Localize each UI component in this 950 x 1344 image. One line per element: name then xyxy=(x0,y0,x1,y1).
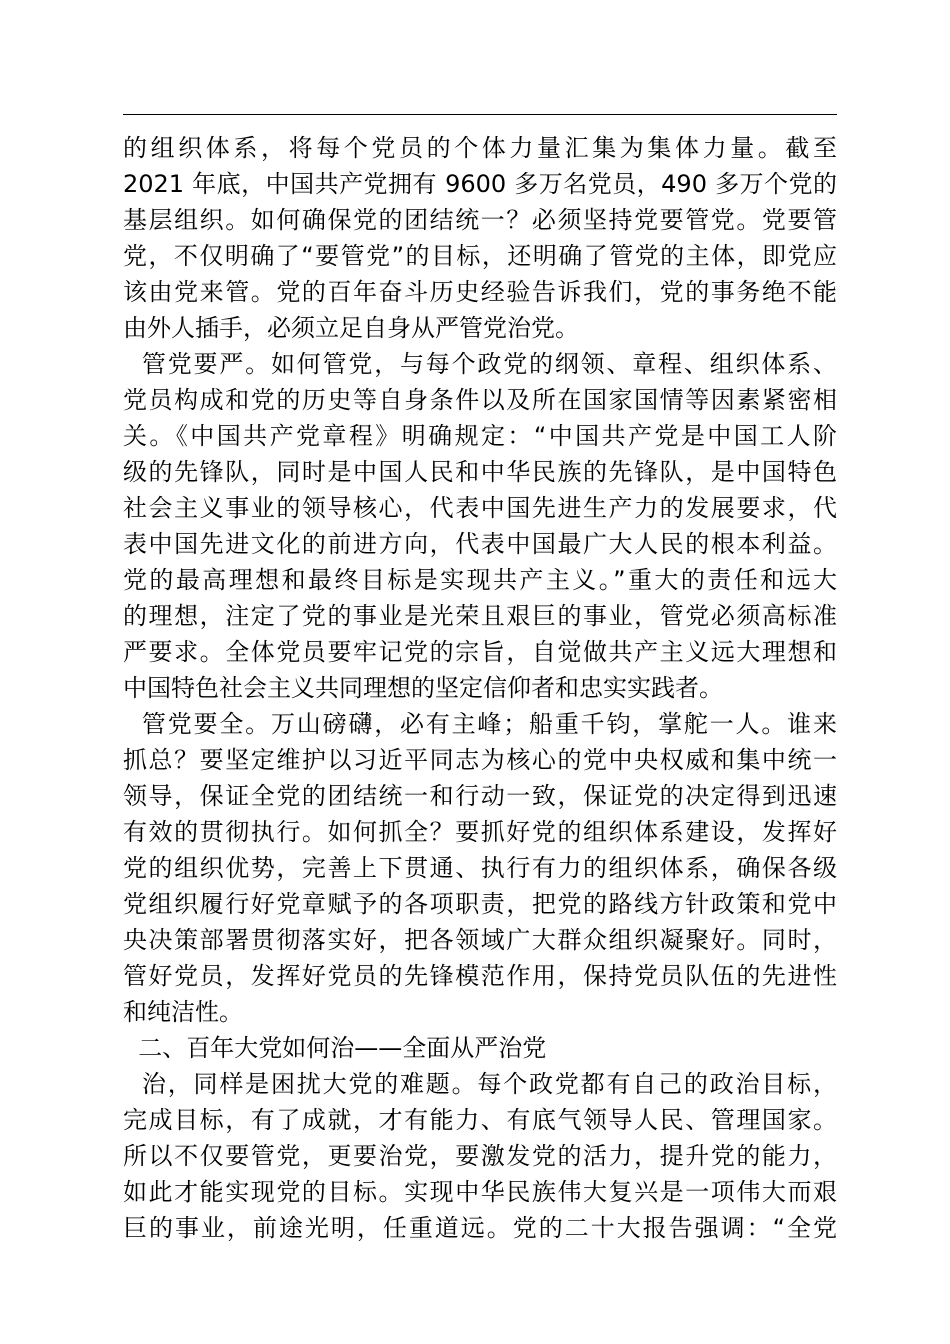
paragraph-start-line: 管党要严。如何管党，与每个政党的纲领、章程、组织体系、 xyxy=(123,350,837,378)
text-line: 级的先锋队，同时是中国人民和中华民族的先锋队，是中国特色 xyxy=(123,458,837,486)
text-line: 党的最高理想和最终目标是实现共产主义。”重大的责任和远大 xyxy=(123,566,837,594)
text-line: 严要求。全体党员要牢记党的宗旨，自觉做共产主义远大理想和 xyxy=(123,638,837,666)
text-line: 关。《中国共产党章程》明确规定：“中国共产党是中国工人阶 xyxy=(123,422,837,450)
text-line: 该由党来管。党的百年奋斗历史经验告诉我们，党的事务绝不能 xyxy=(123,278,837,306)
text-line: 2021 年底，中国共产党拥有 9600 多万名党员，490 多万个党的 xyxy=(123,170,837,198)
text-line: 的组织体系，将每个党员的个体力量汇集为集体力量。截至 xyxy=(123,134,837,162)
section-heading: 二、百年大党如何治——全面从严治党 xyxy=(123,1034,547,1062)
text-line: 所以不仅要管党，更要治党，要激发党的活力，提升党的能力， xyxy=(123,1142,837,1170)
paragraph-start-line: 治，同样是困扰大党的难题。每个政党都有自己的政治目标， xyxy=(123,1070,837,1098)
text-line: 巨的事业，前途光明，任重道远。党的二十大报告强调：“全党 xyxy=(123,1214,837,1242)
text-line: 的理想，注定了党的事业是光荣且艰巨的事业，管党必须高标准 xyxy=(123,602,837,630)
text-line: 表中国先进文化的前进方向，代表中国最广大人民的根本利益。 xyxy=(123,530,837,558)
paragraph-start-line: 管党要全。万山磅礴，必有主峰；船重千钧，掌舵一人。谁来 xyxy=(123,710,837,738)
text-line: 中国特色社会主义共同理想的坚定信仰者和忠实实践者。 xyxy=(123,674,723,702)
text-line: 管好党员，发挥好党员的先锋模范作用，保持党员队伍的先进性 xyxy=(123,962,837,990)
text-line: 基层组织。如何确保党的团结统一？必须坚持党要管党。党要管 xyxy=(123,206,837,234)
text-line: 党员构成和党的历史等自身条件以及所在国家国情等因素紧密相 xyxy=(123,386,837,414)
text-line: 由外人插手，必须立足自身从严管党治党。 xyxy=(123,314,579,342)
text-line: 党的组织优势，完善上下贯通、执行有力的组织体系，确保各级 xyxy=(123,854,837,882)
text-line: 党组织履行好党章赋予的各项职责，把党的路线方针政策和党中 xyxy=(123,890,837,918)
text-line: 抓总？要坚定维护以习近平同志为核心的党中央权威和集中统一 xyxy=(123,746,837,774)
text-line: 如此才能实现党的目标。实现中华民族伟大复兴是一项伟大而艰 xyxy=(123,1178,837,1206)
text-line: 有效的贯彻执行。如何抓全？要抓好党的组织体系建设，发挥好 xyxy=(123,818,837,846)
header-rule xyxy=(123,114,837,115)
text-line: 央决策部署贯彻落实好，把各领域广大群众组织凝聚好。同时， xyxy=(123,926,837,954)
text-line: 完成目标，有了成就，才有能力、有底气领导人民、管理国家。 xyxy=(123,1106,837,1134)
text-line: 党，不仅明确了“要管党”的目标，还明确了管党的主体，即党应 xyxy=(123,242,837,270)
text-line: 和纯洁性。 xyxy=(123,998,243,1026)
text-line: 社会主义事业的领导核心，代表中国先进生产力的发展要求，代 xyxy=(123,494,837,522)
text-line: 领导，保证全党的团结统一和行动一致，保证党的决定得到迅速 xyxy=(123,782,837,810)
body-text xyxy=(123,130,837,1246)
